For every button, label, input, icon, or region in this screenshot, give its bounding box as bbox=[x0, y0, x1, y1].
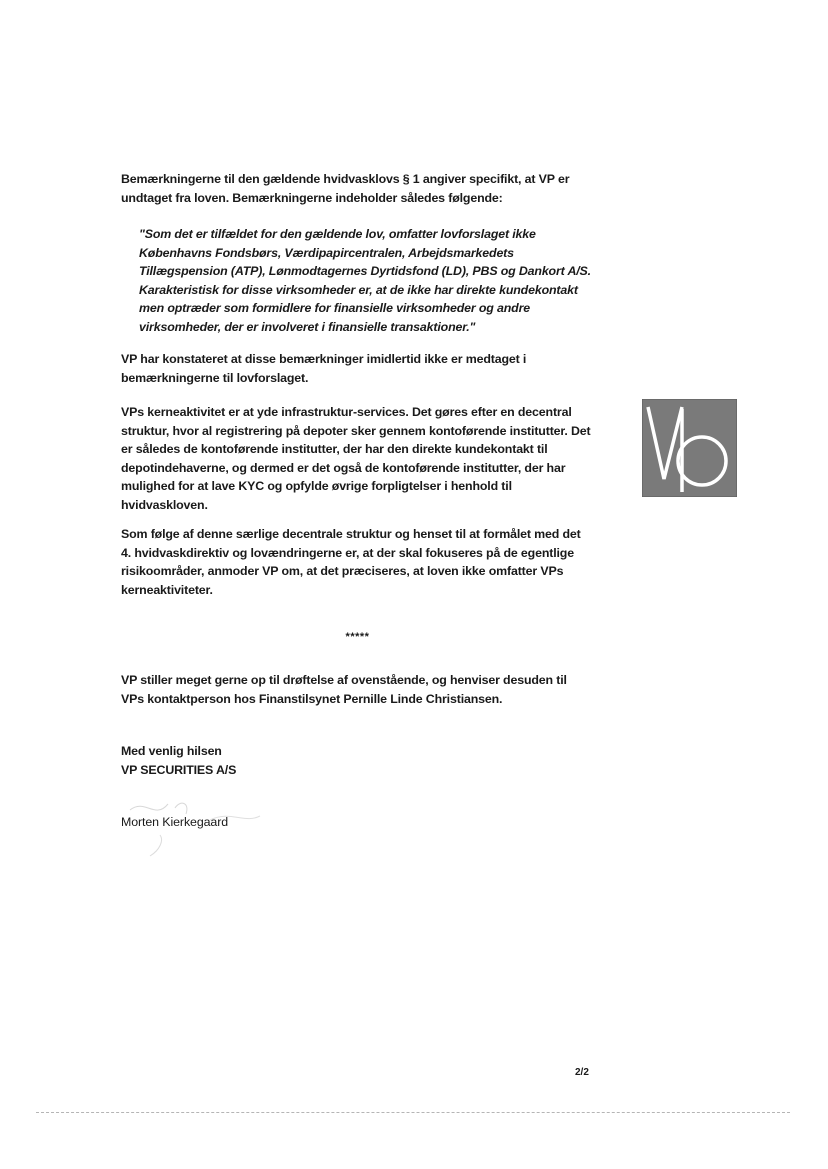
paragraph-exemption: Bemærkningerne til den gældende hvidvasklovs § 1 angiver specifikt, at VP er undtaget fra loven. Bemærkningerne indeholder således følgende: bbox=[121, 172, 570, 205]
section-separator: ***** bbox=[345, 631, 370, 643]
paragraph-contact: VP stiller meget gerne op til drøftelse af ovenstående, og henviser desuden til VPs kontaktperson hos Finanstilsynet Pernille Linde Christiansen. bbox=[121, 673, 567, 706]
quoted-remarks: "Som det er tilfældet for den gældende lov, omfatter lovforslaget ikke Københavns Fondsbørs, Værdipapircentralen, Arbejdsmarkedets Tillægspension (ATP), Lønmodtagernes Dyrtidsfond (LD), PBS og Dankort A/S. Karakteristisk for disse virksomheder er, at de ikke har direkte kundekontakt men optræder som formidlere for finansielle virksomheder og andre virksomheder, der er involveret i finansielle transaktioner." bbox=[139, 227, 591, 334]
page-number: 2/2 bbox=[575, 1067, 589, 1078]
footer-divider bbox=[36, 1112, 790, 1113]
paragraph-observation: VP har konstateret at disse bemærkninger imidlertid ikke er medtaget i bemærkningerne til lovforslaget. bbox=[121, 352, 527, 385]
company-name: VP SECURITIES A/S bbox=[121, 763, 237, 777]
signer-name: Morten Kierkegaard bbox=[121, 815, 229, 829]
paragraph-core-activity: VPs kerneaktivitet er at yde infrastruktur-services. Det gøres efter en decentral struktur, hvor al registrering på depoter sker gennem kontoførende institutter. Det er således de kontoførende institutter, der har den direkte kundekontakt til depotindehaverne, og dermed er det også de kontoførende institutter, der har mulighed for at lave KYC og opfylde øvrige forpligtelser i henhold til hvidvaskloven. bbox=[121, 405, 591, 512]
paragraph-request: Som følge af denne særlige decentrale struktur og henset til at formålet med det 4. hvidvaskdirektiv og lovændringerne er, at der skal fokuseres på de egentlige risikoområder, anmoder VP om, at det præciseres, at loven ikke omfatter VPs kerneaktiviteter. bbox=[121, 527, 581, 597]
vp-logo-icon bbox=[642, 399, 737, 497]
closing-greeting: Med venlig hilsen bbox=[121, 744, 222, 758]
